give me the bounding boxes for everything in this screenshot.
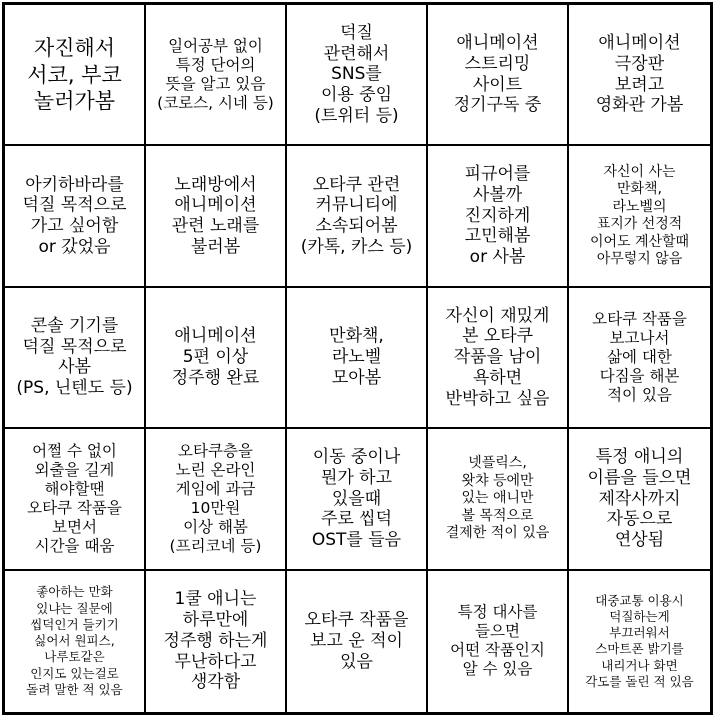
bingo-cell	[5, 288, 146, 429]
bingo-cell	[428, 146, 569, 287]
bingo-cell-text: 1쿨 애니는 하루만에 정주행 하는게 무난하다고 생각함	[163, 589, 268, 693]
bingo-cell-text: 오타쿠 작품을 보고 운 적이 있음	[304, 610, 409, 672]
bingo-cell-text: 오타쿠 관련 커뮤니티에 소속되어봄 (카톡, 카스 등)	[300, 174, 413, 257]
bingo-cell	[287, 5, 428, 146]
bingo-cell	[287, 146, 428, 287]
bingo-cell	[146, 288, 287, 429]
bingo-cell-text: 좋아하는 만화 있냐는 질문에 씹덕인거 들키기 싫어서 원피스, 나루토같은 인지도 있는걸로 돌려 말한 적 있음	[26, 584, 123, 697]
bingo-cell-text: 만화책, 라노벨 모아봄	[329, 326, 384, 388]
bingo-cell	[569, 288, 710, 429]
bingo-cell-text: 특정 대사를 들으면 어떤 작품인지 알 수 있음	[450, 603, 545, 679]
bingo-cell-text: 오타쿠 작품을 보고나서 삶에 대한 다짐을 해본 적이 있음	[592, 310, 687, 404]
bingo-cell	[5, 146, 146, 287]
bingo-cell-text: 애니메이션 5편 이상 정주행 완료	[171, 326, 260, 388]
bingo-cell	[5, 5, 146, 146]
bingo-cell-text: 넷플릭스, 왓챠 등에만 있는 애니만 볼 목적으로 결제한 적이 있음	[445, 455, 550, 542]
bingo-cell	[569, 429, 710, 570]
bingo-cell-text: 자진해서 서코, 부코 놀러가봄	[27, 36, 122, 113]
bingo-cell-text: 덕질 관련해서 SNS를 이용 중임 (트위터 등)	[314, 22, 399, 126]
bingo-cell	[569, 146, 710, 287]
bingo-cell	[146, 146, 287, 287]
bingo-cell	[5, 571, 146, 712]
bingo-cell	[287, 288, 428, 429]
bingo-cell-text: 노래방에서 애니메이션 관련 노래를 불러봄	[171, 174, 260, 257]
bingo-cell-text: 어쩔 수 없이 외출을 길게 해야할땐 오타쿠 작품을 보면서 시간을 때움	[27, 442, 122, 555]
bingo-cell-text: 오타쿠층을 노린 온라인 게임에 과금 10만원 이상 해봄 (프리코네 등)	[169, 442, 262, 555]
bingo-cell	[146, 429, 287, 570]
bingo-cell	[146, 571, 287, 712]
bingo-cell-text: 이동 중이나 뭔가 하고 있을때 주로 씹덕 OST를 들음	[311, 447, 402, 550]
bingo-cell	[5, 429, 146, 570]
bingo-cell-text: 자신이 재밌게 본 오타쿠 작품을 남이 욕하면 반박하고 싶음	[445, 305, 550, 409]
bingo-board	[2, 2, 713, 715]
bingo-cell	[569, 5, 710, 146]
bingo-cell	[146, 5, 287, 146]
bingo-cell	[287, 429, 428, 570]
bingo-cell-text: 콘솔 기기를 덕질 목적으로 사봄 (PS, 닌텐도 등)	[16, 316, 133, 399]
bingo-cell	[428, 288, 569, 429]
bingo-cell-text: 애니메이션 스트리밍 사이트 정기구독 중	[453, 33, 542, 116]
bingo-cell	[569, 571, 710, 712]
bingo-cell	[287, 571, 428, 712]
bingo-cell-text: 자신이 사는 만화책, 라노벨의 표지가 선정적 이어도 계산할때 아무렇지 않음	[589, 163, 690, 268]
bingo-cell-text: 피규어를 사볼까 진지하게 고민해봄 or 사봄	[464, 164, 531, 268]
bingo-cell	[428, 429, 569, 570]
bingo-cell	[428, 5, 569, 146]
bingo-cell-text: 애니메이션 극장판 보려고 영화관 가봄	[595, 33, 684, 116]
bingo-cell-text: 아키하바라를 덕질 목적으로 가고 싶어함 or 갔었음	[22, 174, 127, 257]
bingo-cell	[428, 571, 569, 712]
bingo-cell-text: 대중교통 이용시 덕질하는게 부끄러워서 스마트폰 밝기를 내리거나 화면 각도를 돌린 적 있음	[585, 592, 694, 689]
bingo-cell-text: 특정 애니의 이름을 들으면 제작사까지 자동으로 연상됨	[587, 447, 692, 550]
bingo-cell-text: 일어공부 없이 특정 단어의 뜻을 알고 있음 (코로스, 시네 등)	[157, 36, 274, 112]
